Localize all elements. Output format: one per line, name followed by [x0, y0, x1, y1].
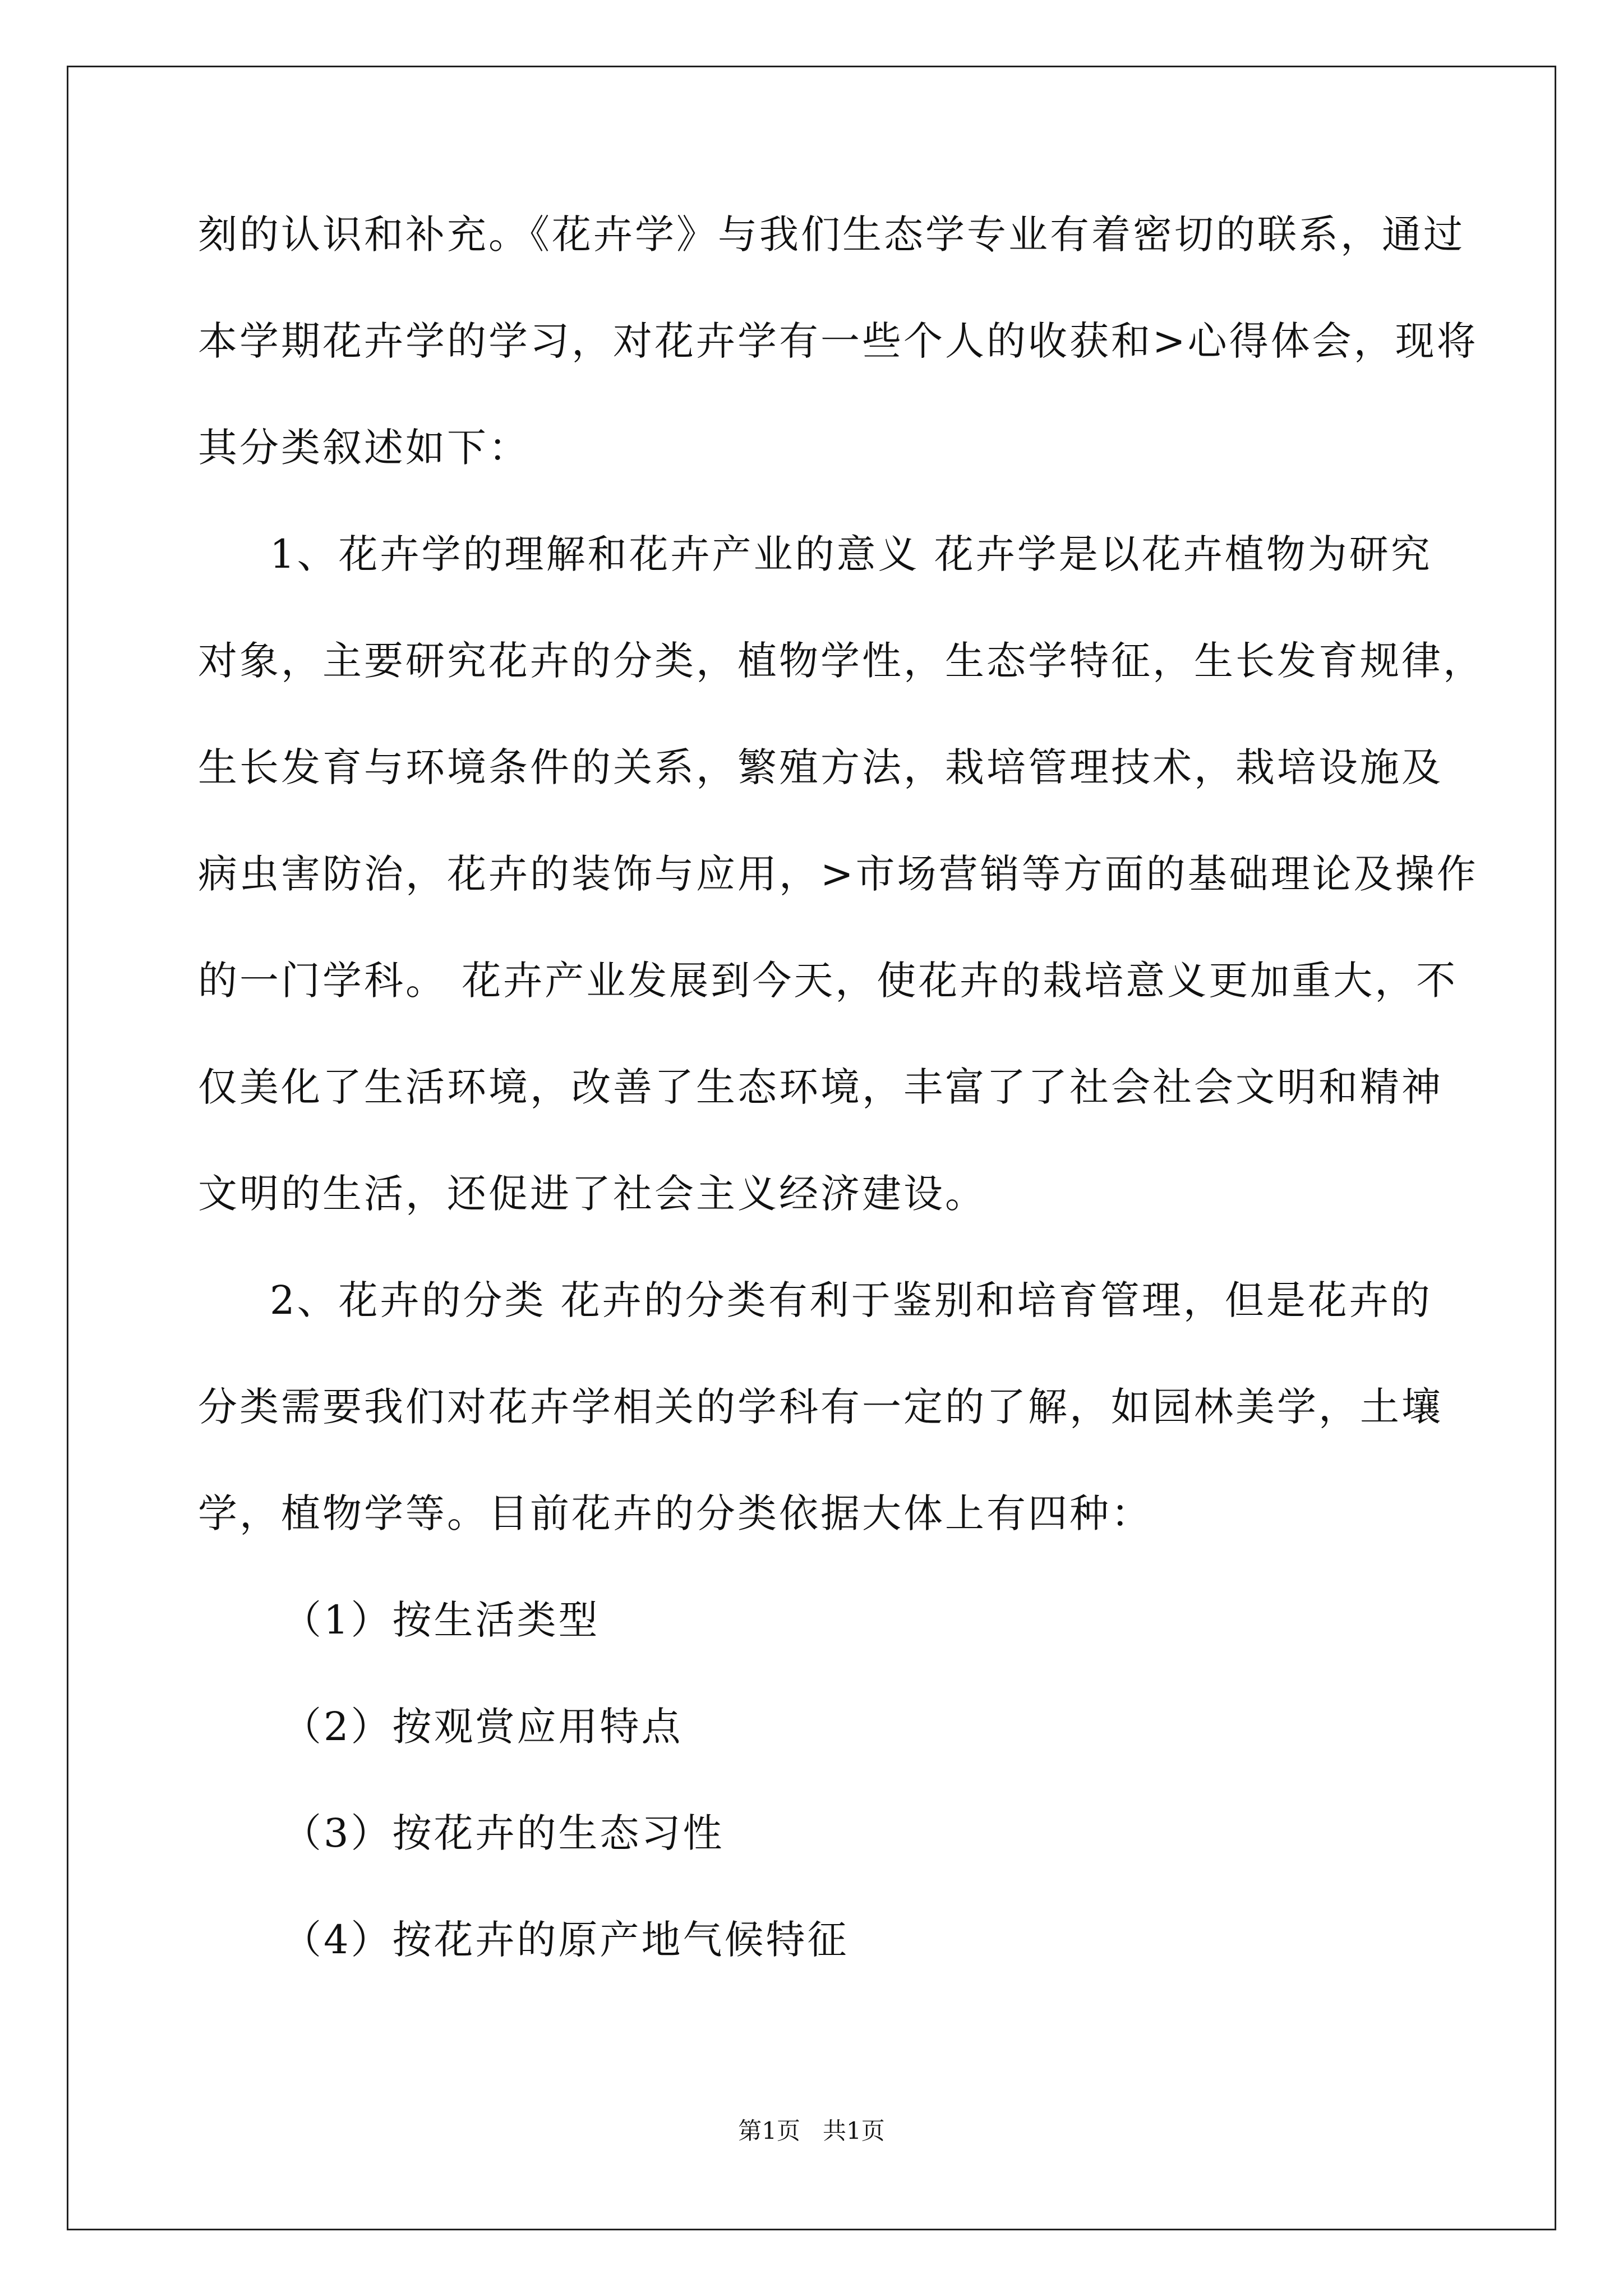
text-line: 分类需要我们对花卉学相关的学科有一定的了解，如园林美学，土壤: [198, 1384, 1443, 1430]
text-line: （4）按花卉的原产地气候特征: [282, 1917, 849, 1963]
text-line: 对象，主要研究花卉的分类，植物学性，生态学特征，生长发育规律，: [198, 638, 1484, 684]
text-line: 病虫害防治，花卉的装饰与应用，>市场营销等方面的基础理论及操作: [198, 851, 1478, 897]
text-line: 1、花卉学的理解和花卉产业的意义 花卉学是以花卉植物为研究: [270, 531, 1432, 577]
text-line: 文明的生活，还促进了社会主义经济建设。: [198, 1171, 986, 1217]
text-line: 学，植物学等。目前花卉的分类依据大体上有四种：: [198, 1490, 1152, 1536]
page-frame: [67, 66, 1556, 2230]
text-line: 刻的认识和补充。《花卉学》与我们生态学专业有着密切的联系，通过: [198, 211, 1465, 257]
text-line: 其分类叙述如下：: [198, 425, 530, 471]
text-line: 本学期花卉学的学习，对花卉学有一些个人的收获和>心得体会，现将: [198, 318, 1478, 364]
page-number-footer: 第1页 共1页: [738, 2117, 885, 2145]
text-line: 仅美化了生活环境，改善了生态环境，丰富了了社会社会文明和精神: [198, 1064, 1443, 1110]
text-line: （1）按生活类型: [282, 1597, 600, 1643]
text-line: 的一门学科。 花卉产业发展到今天，使花卉的栽培意义更加重大，不: [198, 958, 1458, 1004]
text-line: 2、花卉的分类 花卉的分类有利于鉴别和培育管理，但是花卉的: [270, 1277, 1432, 1323]
text-line: 生长发育与环境条件的关系，繁殖方法，栽培管理技术，栽培设施及: [198, 744, 1443, 790]
text-line: （3）按花卉的生态习性: [282, 1810, 725, 1856]
text-line: （2）按观赏应用特点: [282, 1704, 683, 1750]
